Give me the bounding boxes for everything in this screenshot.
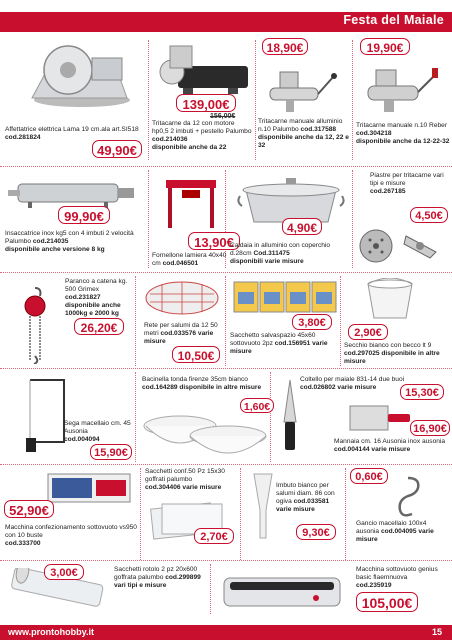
tritacarneReber-desc	[356, 122, 450, 146]
divider	[148, 170, 149, 268]
price-badge: 13,90€	[188, 232, 240, 250]
vacuum-sealer-box-image	[44, 470, 134, 506]
divider	[135, 276, 136, 366]
divider	[340, 276, 341, 366]
product-code: cod.281824	[5, 134, 41, 141]
product-code: cod.231827	[65, 294, 101, 301]
product-code: cod.046501	[162, 260, 199, 267]
description: Macchina confezionamento sottovuoto vs950 con 10 buste	[5, 524, 137, 539]
price-badge: 49,90€	[92, 140, 142, 158]
product-code: cod.304406	[145, 484, 181, 491]
price-badge: 139,00€	[176, 94, 236, 112]
product-code: cod.333700	[5, 540, 41, 547]
insaccatrice-desc	[5, 230, 147, 254]
price-badge: 4,90€	[282, 218, 322, 235]
description: Caldaia in alluminio con coperchio d.28cm	[230, 242, 331, 257]
bacinella-desc	[142, 376, 270, 392]
chain-hoist-image	[20, 286, 50, 364]
product-code: cod.004094	[64, 436, 100, 443]
product-note: disponibile anche versione 8 kg	[5, 246, 105, 253]
description: Imbuto bianco per salumi diam. 86 con ogiva	[276, 482, 335, 505]
description: Macchina sottovuoto genius basic flaemnuova	[356, 566, 438, 581]
burner-stand-image	[160, 174, 222, 232]
product-note: varie misure	[144, 330, 214, 345]
manual-grinder-image	[262, 62, 342, 114]
divider	[0, 368, 452, 369]
product-code: cod.164289	[142, 384, 178, 391]
divider	[0, 166, 452, 167]
divider	[270, 372, 271, 462]
website-url[interactable]: www.prontohobby.it	[8, 627, 94, 637]
price-badge: 3,00€	[44, 564, 84, 580]
price-badge: 2,90€	[348, 324, 388, 340]
tritacarneAll-desc	[258, 118, 350, 150]
description: Sega macellaio cm. 45 Ausonia	[64, 420, 131, 435]
divider	[352, 170, 353, 268]
product-code: cod.033576	[160, 330, 197, 337]
price-badge: 16,90€	[410, 420, 450, 436]
divider	[0, 560, 452, 561]
product-code: cod.317588	[300, 126, 337, 133]
vacuum-bags-image	[232, 278, 338, 316]
description: Coltello per maiale 831-14 due buoi	[300, 376, 405, 383]
product-note: disponibile anche 1000kg e 2000 kg	[65, 302, 121, 317]
divider	[140, 468, 141, 560]
product-note: disponibile in altre misure	[344, 350, 440, 365]
salami-net-image	[142, 278, 222, 318]
page-number: 15	[431, 627, 442, 637]
product-code: cod.235919	[356, 582, 392, 589]
secchio-desc	[344, 342, 452, 366]
divider	[352, 40, 353, 160]
description: Piastre per tritacarne vari tipi e misure	[370, 172, 444, 187]
divider	[225, 276, 226, 366]
meat-grinder-image	[158, 42, 250, 97]
product-code: cod.156951	[274, 340, 311, 347]
product-code: cod.033581	[293, 498, 330, 505]
description: Sacchetto salvaspazio 45x60 sottovuoto 2pz	[230, 332, 316, 347]
sacchetto-desc	[230, 332, 340, 356]
paranco-desc	[65, 278, 135, 318]
description: Bacinella tonda firenze 35cm bianco	[142, 376, 248, 383]
description: Affettatrice elettrica Lama 19 cm.ala art.SI518	[5, 126, 139, 133]
product-code: Cod.311475	[253, 250, 290, 257]
page-title: Festa del Maiale	[343, 13, 444, 27]
tritacarne12-desc	[152, 120, 252, 152]
price-badge: 99,90€	[58, 206, 110, 224]
product-note: varie misure	[371, 446, 411, 453]
page-footer	[0, 616, 452, 640]
old-price: 156,00€	[210, 113, 236, 120]
product-note: varie misure	[356, 528, 434, 543]
product-code: cod.304218	[356, 130, 392, 137]
product-note: disponibile anche da 12-22-32	[356, 138, 450, 145]
price-badge: 19,90€	[360, 38, 410, 55]
description: Sacchetti rotolo 2 pz 20x600 goffrata palumbo	[114, 566, 198, 581]
slicer-image	[22, 40, 132, 108]
description: Secchio bianco con becco lt 9	[344, 342, 432, 349]
price-badge: 2,70€	[194, 528, 234, 544]
mannaia-desc	[334, 438, 450, 454]
price-badge: 18,90€	[262, 38, 308, 55]
price-badge: 4,50€	[410, 207, 448, 223]
funnel-image	[252, 470, 274, 540]
genius-desc	[356, 566, 450, 590]
product-code: cod.297025	[344, 350, 380, 357]
product-note: disponibile anche da 12, 22 e 32	[258, 134, 349, 149]
product-code: cod.214035	[32, 238, 69, 245]
price-badge: 26,20€	[74, 318, 124, 335]
divider	[345, 468, 346, 560]
description: Sacchetti conf.50 Pz 15x30 goffrati palumbo	[145, 468, 225, 483]
product-note: disponibili varie misure	[230, 258, 304, 265]
description: Insaccatrice inox kg5 con 4 imbuti 2 velocità Palumbo	[5, 230, 134, 245]
piastre-desc	[370, 172, 450, 196]
description: Gancio macellaio 100x4 ausonia	[356, 520, 427, 535]
product-code: cod.214036	[152, 136, 188, 143]
description: Tritacarne manuale alluminio n.10 Palumbo	[258, 118, 343, 133]
description: Tritacarne manuale n.10 Reber	[356, 122, 448, 129]
macchinaConf-desc	[5, 524, 139, 548]
imbuto-desc	[276, 482, 344, 514]
bucket-image	[360, 278, 420, 320]
genius-vacuum-image	[220, 568, 344, 612]
divider	[148, 40, 149, 160]
product-note: vari tipi e misure	[114, 582, 167, 589]
product-note: varie misure	[276, 506, 315, 513]
sega-desc	[64, 420, 134, 444]
divider	[210, 564, 211, 614]
divider	[135, 372, 136, 462]
meat-hook-image	[388, 474, 428, 518]
sacchetti50-desc	[145, 468, 241, 492]
reber-grinder-image	[362, 62, 442, 114]
product-note: varie misure	[337, 384, 377, 391]
cleaver-image	[348, 402, 412, 434]
rotolo-desc	[114, 566, 210, 590]
product-code: cod.004144	[334, 446, 370, 453]
product-code: cod.004095	[380, 528, 417, 535]
price-badge: 10,50€	[172, 346, 220, 363]
description: Fornellone lamiera 40x40 cm	[152, 252, 227, 267]
price-badge: 105,00€	[356, 592, 418, 612]
price-badge: 15,30€	[400, 384, 444, 400]
description: Tritacarne da 12 con motore hp0,5 2 imbuti + pestello Palumbo	[152, 120, 252, 135]
product-code: cod.026802	[300, 384, 336, 391]
price-badge: 15,90€	[90, 444, 132, 460]
rete-desc	[144, 322, 224, 346]
price-badge: 3,80€	[292, 314, 332, 330]
knife-image	[276, 378, 304, 452]
page-header	[0, 0, 452, 32]
product-note: disponibile in altre misure	[179, 384, 262, 391]
price-badge: 52,90€	[4, 500, 54, 518]
grinder-plates-image	[356, 226, 446, 266]
product-note: varie misure	[182, 484, 222, 491]
product-note: disponibile anche da 22	[152, 144, 227, 151]
description: Paranco a catena kg. 500 Grimex	[65, 278, 128, 293]
price-badge: 9,30€	[296, 524, 336, 540]
description: Mannaia cm. 16 Ausonia inox ausonia	[334, 438, 446, 445]
fornellone-desc	[152, 252, 227, 268]
price-badge: 1,60€	[240, 398, 274, 413]
price-badge: 0,60€	[350, 468, 388, 484]
divider	[0, 464, 452, 465]
product-note: varie misure	[230, 340, 328, 355]
divider	[255, 40, 256, 160]
basins-image	[140, 410, 270, 462]
divider	[0, 272, 452, 273]
caldaia-desc	[230, 242, 350, 266]
product-code: cod.299899	[165, 574, 201, 581]
product-code: cod.267185	[370, 188, 406, 195]
gancio-desc	[356, 520, 450, 544]
description: Rete per salumi da 12 50 metri	[144, 322, 218, 337]
